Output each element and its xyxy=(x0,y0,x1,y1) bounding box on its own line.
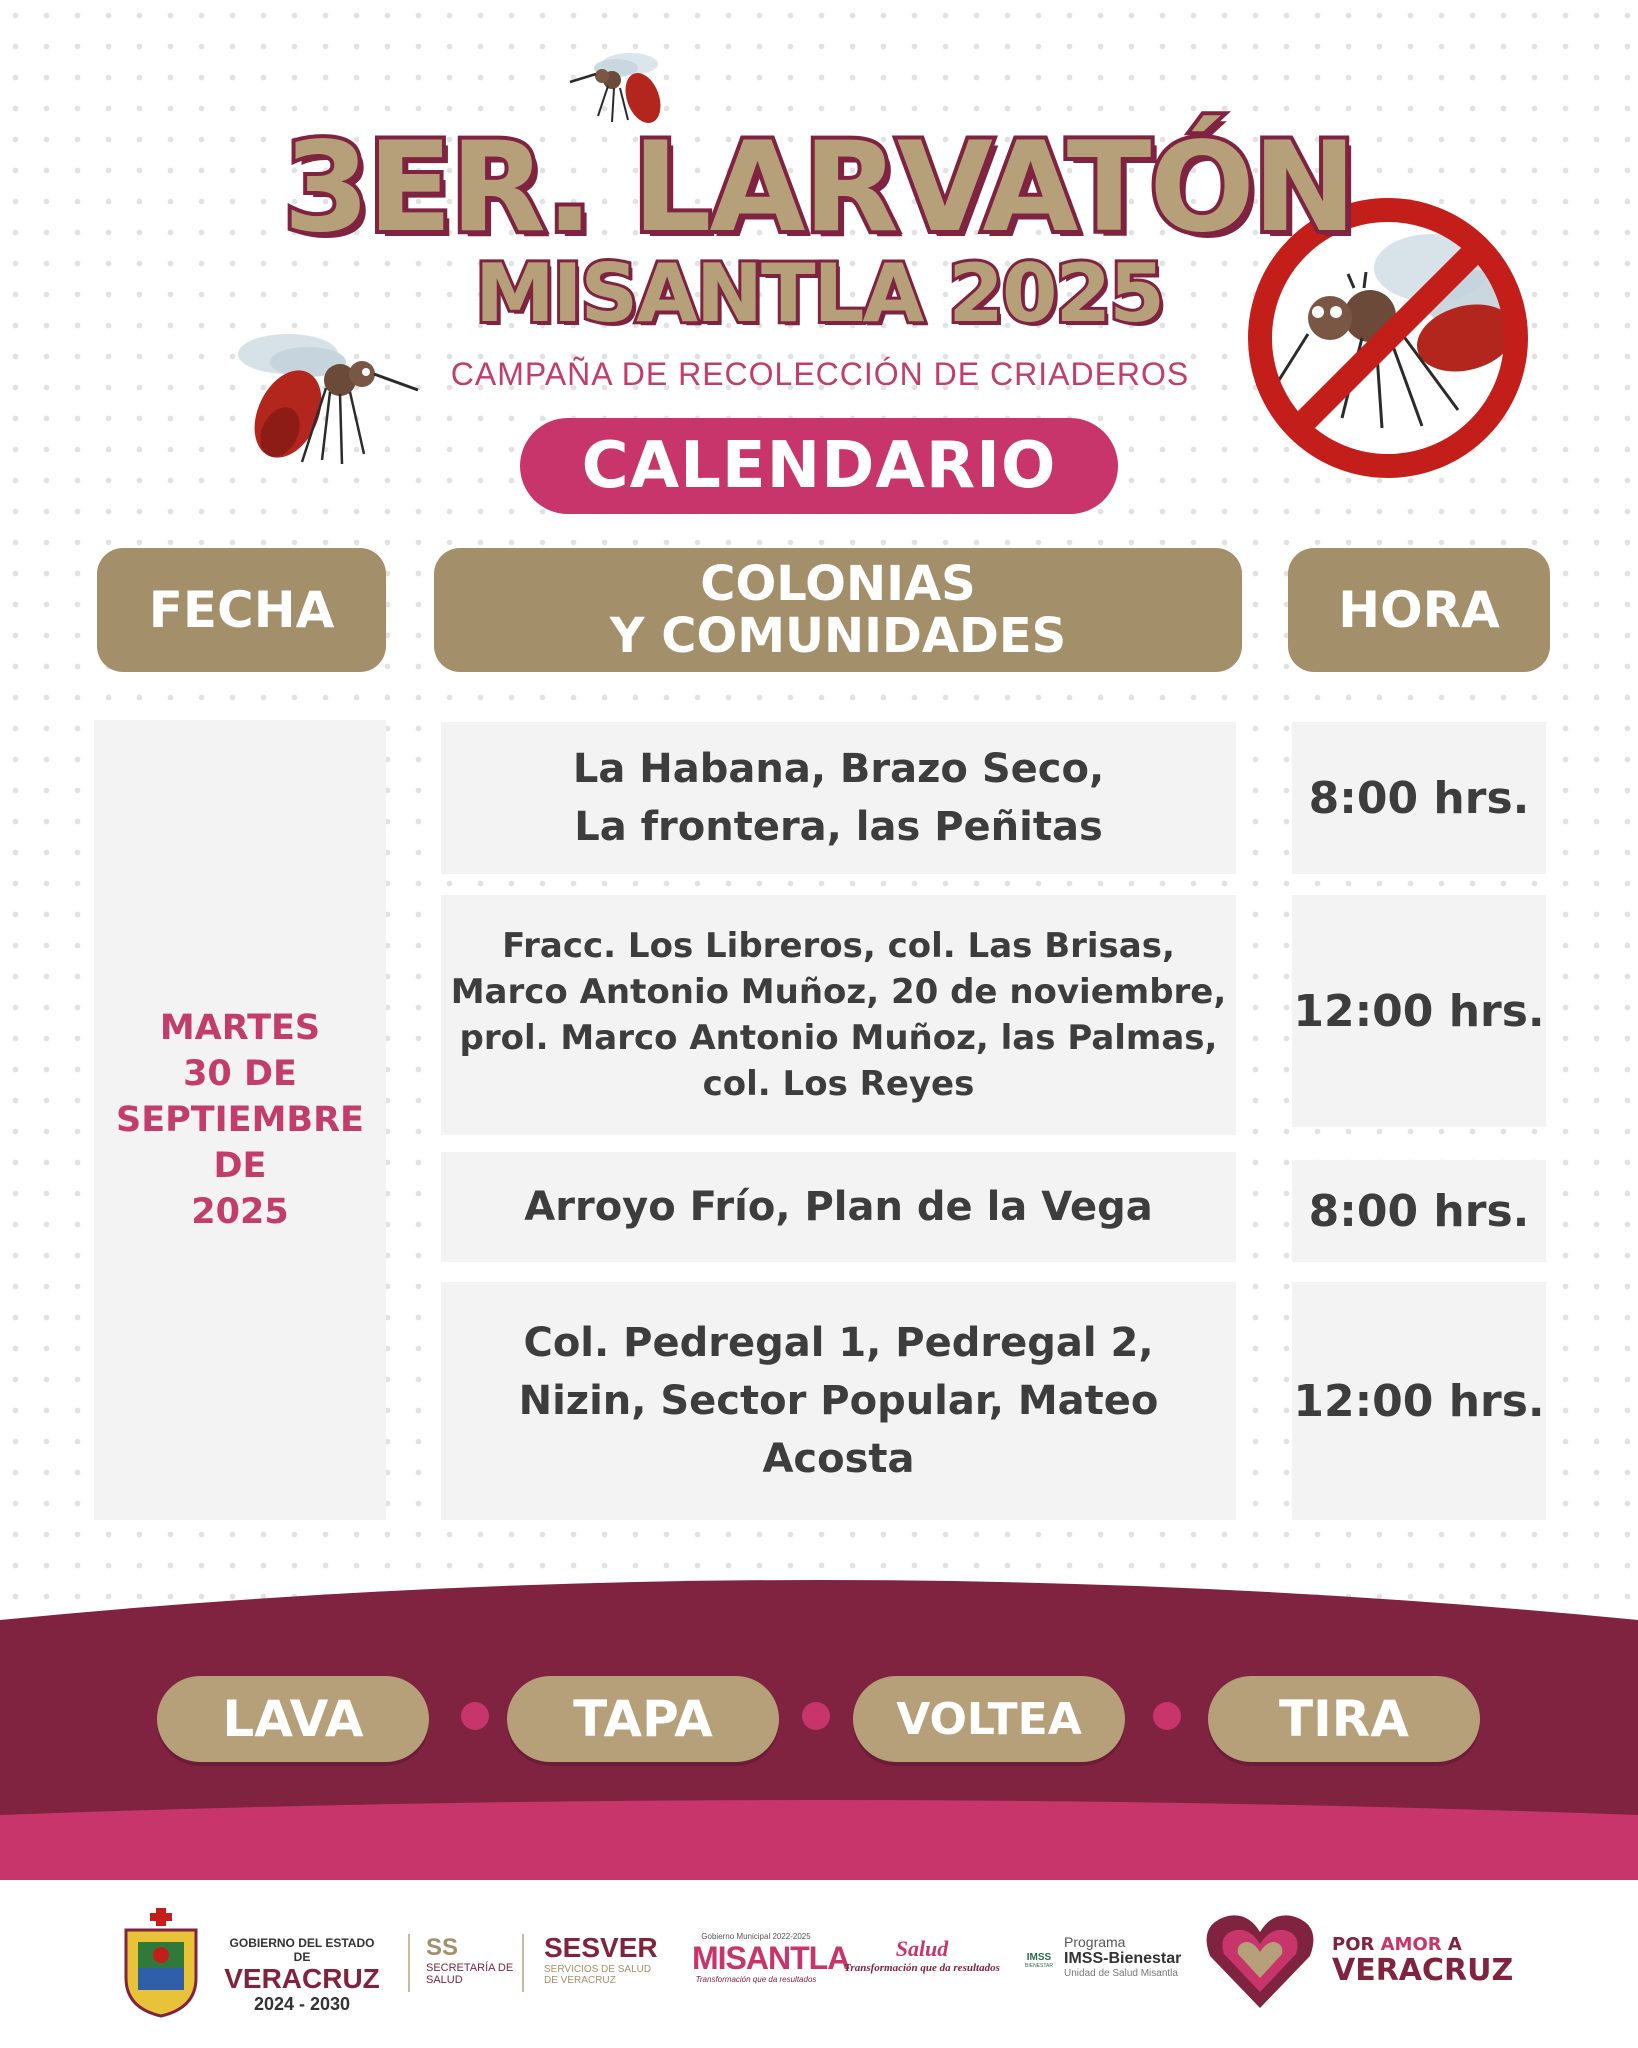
salud-name: Salud xyxy=(895,1936,949,1961)
separator-dot xyxy=(461,1702,489,1730)
salud-logo xyxy=(842,1936,1002,1974)
gov-line2: VERACRUZ xyxy=(224,1963,380,1994)
separator-dot xyxy=(1153,1702,1181,1730)
location-line: Marco Antonio Muñoz, 20 de noviembre, xyxy=(450,972,1227,1012)
sesver-line1: SERVICIOS DE SALUD xyxy=(544,1964,652,1975)
sesver-name: SESVER xyxy=(544,1932,658,1963)
location-line: col. Los Reyes xyxy=(702,1064,975,1104)
location-line: Nizin, Sector Popular, Mateo xyxy=(518,1378,1159,1424)
divider xyxy=(522,1934,524,1992)
ss-abbr: SS xyxy=(426,1934,459,1961)
imss-line1: Programa xyxy=(1064,1934,1126,1950)
column-header-colonies-line1: COLONIAS xyxy=(700,556,976,612)
misantla-logo xyxy=(692,1932,850,1984)
table-row-locations xyxy=(441,1282,1236,1520)
amor-a: A xyxy=(1441,1934,1462,1955)
gov-line3: 2024 - 2030 xyxy=(253,1994,351,2014)
separator-dot xyxy=(802,1702,830,1730)
table-row-time: 12:00 hrs. xyxy=(1292,1282,1546,1520)
table-row-time: 8:00 hrs. xyxy=(1292,1160,1546,1262)
amor-por: POR xyxy=(1332,1934,1381,1955)
location-line: Acosta xyxy=(762,1436,915,1482)
imss-abbr: IMSS xyxy=(1026,1952,1052,1963)
misantla-tag: Transformación que da resultados xyxy=(695,1975,817,1984)
column-header-colonies-line2: Y COMUNIDADES xyxy=(609,608,1067,664)
imss-line3: Unidad de Salud Misantla xyxy=(1064,1968,1178,1979)
amor-veracruz-logo xyxy=(1332,1934,1532,1987)
location-line: Fracc. Los Libreros, col. Las Brisas, xyxy=(502,926,1175,966)
gov-line1: GOBIERNO DEL ESTADO DE xyxy=(229,1936,375,1964)
location-line: Arroyo Frío, Plan de la Vega xyxy=(524,1184,1153,1230)
date-line: SEPTIEMBRE xyxy=(116,1100,364,1140)
date-line: 2025 xyxy=(191,1192,289,1232)
date-line: 30 DE xyxy=(183,1054,297,1094)
table-row-locations xyxy=(441,722,1236,874)
action-pill-lava: LAVA xyxy=(157,1676,429,1762)
amor-word: AMOR xyxy=(1380,1934,1442,1955)
imss-line2: IMSS-Bienestar xyxy=(1064,1950,1182,1967)
gov-veracruz-logo xyxy=(222,1936,382,2015)
location-line: La Habana, Brazo Seco, xyxy=(572,746,1105,792)
salud-tag: Transformación que da resultados xyxy=(844,1962,1000,1974)
veracruz-shield-icon xyxy=(118,1908,204,2018)
date-line: DE xyxy=(213,1146,267,1186)
misantla-name: MISANTLA xyxy=(692,1940,850,1976)
campaign-tagline: CAMPAÑA DE RECOLECCIÓN DE CRIADEROS xyxy=(450,356,1190,392)
table-row-locations xyxy=(441,1152,1236,1262)
ss-line1: SECRETARÍA DE xyxy=(426,1962,514,1974)
amor-veracruz: VERACRUZ xyxy=(1332,1953,1514,1988)
page-title: 3ER. LARVATÓN xyxy=(283,116,1355,260)
page-subtitle: MISANTLA 2025 xyxy=(475,247,1163,340)
table-row-time: 8:00 hrs. xyxy=(1292,722,1546,874)
table-row-time: 12:00 hrs. xyxy=(1292,895,1546,1127)
sesver-logo xyxy=(544,1932,674,1986)
action-pill-voltea: VOLTEA xyxy=(853,1676,1125,1762)
action-pill-tapa: TAPA xyxy=(507,1676,779,1762)
mosquito-icon xyxy=(230,322,420,472)
calendar-badge: CALENDARIO xyxy=(520,418,1118,514)
ss-line2: SALUD xyxy=(426,1974,463,1986)
column-header-colonies xyxy=(434,548,1242,672)
misantla-top: Gobierno Municipal 2022-2025 xyxy=(701,1932,811,1941)
table-row-locations xyxy=(441,895,1236,1135)
ss-logo xyxy=(426,1934,516,1986)
location-line: prol. Marco Antonio Muñoz, las Palmas, xyxy=(459,1018,1218,1058)
date-cell xyxy=(94,720,386,1520)
action-pill-tira: TIRA xyxy=(1208,1676,1480,1762)
imss-small: BIENESTAR xyxy=(1025,1963,1053,1969)
location-line: Col. Pedregal 1, Pedregal 2, xyxy=(523,1320,1154,1366)
column-header-time: HORA xyxy=(1288,548,1550,672)
location-line: La frontera, las Peñitas xyxy=(574,804,1103,850)
column-header-date: FECHA xyxy=(97,548,386,672)
sesver-line2: DE VERACRUZ xyxy=(544,1975,616,1986)
date-line: MARTES xyxy=(159,1008,321,1048)
imss-emblem xyxy=(1024,1934,1054,1969)
divider xyxy=(408,1934,410,1992)
amor-heart-icon xyxy=(1204,1908,1316,2012)
